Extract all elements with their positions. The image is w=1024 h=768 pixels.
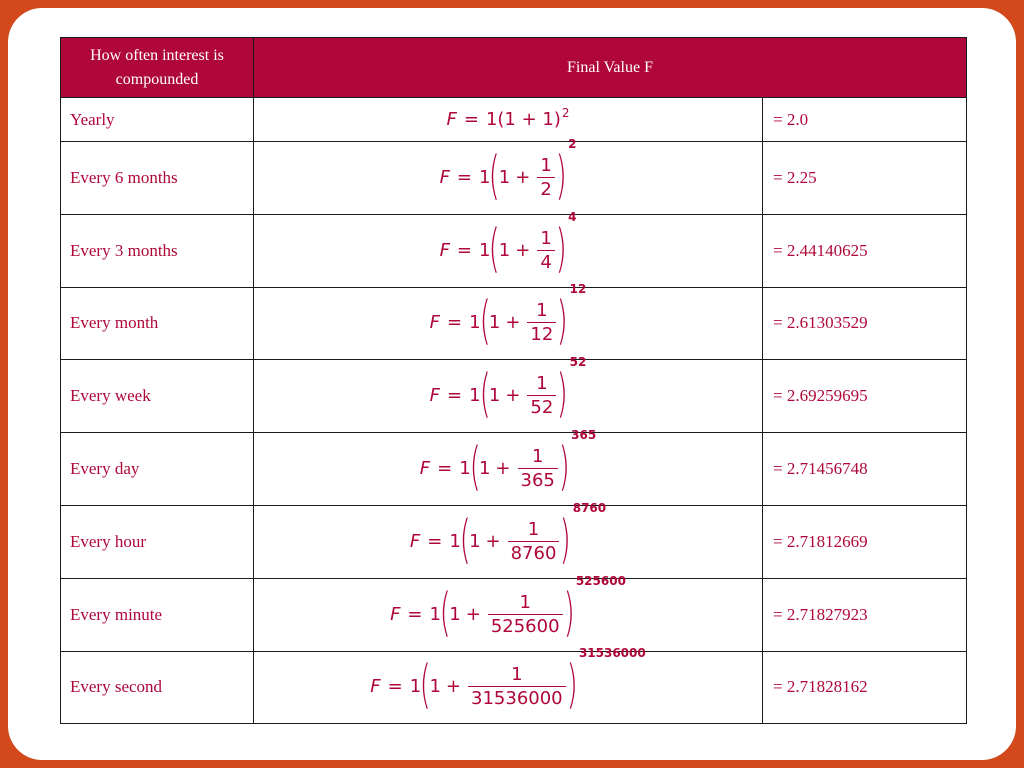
formula-plus: + [505, 312, 521, 334]
final-value: = 2.69259695 [763, 360, 967, 433]
formula-exponent: 365 [571, 428, 597, 443]
frequency-label: Every 6 months [61, 142, 254, 215]
formula-lhs: F [439, 166, 450, 188]
formula-equals: = [456, 239, 473, 261]
formula-exponent: 525600 [575, 573, 626, 588]
formula-plus: + [485, 530, 501, 552]
frequency-label: Every minute [61, 578, 254, 651]
fraction-numerator: 1 [536, 373, 548, 395]
right-paren: ) [563, 582, 575, 643]
formula [439, 209, 577, 279]
formula-one: 1 [429, 676, 441, 698]
final-value: = 2.61303529 [763, 287, 967, 360]
final-value: = 2.71456748 [763, 433, 967, 506]
fraction-denominator: 365 [518, 468, 558, 490]
table-row [61, 433, 967, 506]
fraction-denominator: 8760 [508, 541, 560, 563]
left-paren: ( [479, 364, 491, 425]
formula-coefficient: 1 [479, 239, 491, 261]
formula-equals: = [387, 676, 403, 698]
formula-equals: = [447, 312, 463, 334]
frequency-label: Every second [61, 651, 254, 724]
fraction-denominator: 12 [527, 322, 556, 344]
fraction [527, 302, 556, 344]
formula-one: 1 [469, 530, 481, 552]
formula-one: 1 [488, 385, 501, 407]
right-paren: ) [559, 509, 572, 570]
formula-coefficient: 1 [479, 166, 491, 188]
formula-cell [254, 355, 763, 433]
right-paren: ) [556, 364, 569, 425]
fraction-denominator: 31536000 [468, 686, 566, 708]
table-row [61, 505, 967, 578]
fraction [537, 227, 554, 273]
fraction [527, 375, 556, 417]
table-row [61, 578, 967, 651]
table-row [61, 651, 967, 724]
fraction-numerator: 1 [531, 446, 544, 468]
formula-one: 1 [498, 166, 511, 188]
formula-cell [254, 98, 763, 142]
formula-coefficient: 1 [409, 676, 422, 698]
formula [439, 136, 577, 206]
frequency-label: Yearly [61, 98, 254, 142]
final-value: = 2.71827923 [763, 578, 967, 651]
left-paren: ( [479, 291, 491, 352]
frequency-label: Every hour [61, 505, 254, 578]
final-value: = 2.44140625 [763, 214, 967, 287]
fraction-denominator: 52 [527, 395, 556, 417]
formula-coefficient: 1 [469, 385, 481, 407]
formula [370, 646, 646, 716]
header-final-value: Final Value F [254, 38, 967, 98]
final-value: = 2.0 [763, 98, 967, 142]
formula-body: 1(1 + 1) [485, 108, 561, 130]
fraction [468, 666, 566, 708]
right-paren: ) [556, 291, 569, 352]
formula-plus: + [505, 385, 521, 407]
frequency-label: Every 3 months [61, 214, 254, 287]
formula-cell [254, 573, 763, 651]
fraction-numerator: 1 [527, 518, 540, 540]
fraction-numerator: 1 [519, 591, 531, 613]
fraction-numerator: 1 [511, 664, 523, 686]
table-row [61, 287, 967, 360]
formula-lhs: F [390, 603, 401, 625]
table-row [61, 98, 967, 142]
formula-one: 1 [498, 239, 511, 261]
right-paren: ) [558, 437, 570, 498]
fraction [508, 518, 560, 564]
formula-equals: = [407, 603, 423, 625]
formula-plus: + [515, 166, 531, 188]
formula-lhs: F [446, 108, 457, 130]
formula-exponent: 31536000 [578, 646, 646, 661]
fraction-denominator: 525600 [488, 614, 563, 636]
formula [429, 282, 587, 352]
formula-cell [254, 646, 763, 724]
formula-coefficient: 1 [469, 312, 481, 334]
formula-cell [254, 428, 763, 506]
formula-lhs: F [409, 530, 421, 552]
formula-plus: + [495, 458, 511, 480]
final-value: = 2.71812669 [763, 505, 967, 578]
frequency-label: Every month [61, 287, 254, 360]
formula-plus: + [465, 603, 481, 625]
formula-cell [254, 136, 763, 215]
formula-coefficient: 1 [429, 603, 441, 625]
formula [419, 428, 597, 498]
formula-lhs: F [429, 312, 441, 334]
table-row [61, 360, 967, 433]
table-row [61, 142, 967, 215]
formula-lhs: F [370, 676, 381, 698]
formula-coefficient: 1 [449, 530, 461, 552]
left-paren: ( [419, 655, 431, 716]
table-header-row [61, 38, 967, 98]
frequency-label: Every week [61, 360, 254, 433]
formula-equals: = [437, 458, 453, 480]
formula-cell [254, 282, 763, 360]
formula-exponent: 4 [568, 209, 577, 224]
header-frequency: How often interest is compounded [61, 38, 254, 98]
formula-equals: = [447, 385, 463, 407]
fraction [488, 591, 563, 637]
right-paren: ) [555, 218, 567, 279]
formula [429, 355, 587, 425]
table-row [61, 214, 967, 287]
formula-one: 1 [449, 603, 461, 625]
left-paren: ( [489, 145, 501, 206]
final-value: = 2.71828162 [763, 651, 967, 724]
formula-equals: = [427, 530, 443, 552]
fraction-denominator: 4 [537, 250, 554, 272]
formula-one: 1 [488, 312, 501, 334]
fraction-numerator: 1 [540, 154, 552, 176]
formula-exponent: 2 [561, 105, 570, 120]
formula-lhs: F [419, 458, 431, 480]
fraction [518, 448, 558, 490]
formula-cell [254, 500, 763, 578]
left-paren: ( [469, 437, 481, 498]
left-paren: ( [459, 509, 471, 570]
slide [8, 8, 1016, 760]
formula [390, 573, 626, 643]
compound-interest-table [60, 37, 967, 724]
right-paren: ) [566, 655, 578, 716]
formula-exponent: 52 [569, 355, 587, 370]
formula-one: 1 [478, 458, 491, 480]
formula-exponent: 8760 [572, 500, 607, 515]
right-paren: ) [555, 145, 567, 206]
formula-lhs: F [439, 239, 450, 261]
formula-lhs: F [429, 385, 441, 407]
formula-equals: = [463, 108, 479, 130]
left-paren: ( [439, 582, 451, 643]
formula-cell [254, 209, 763, 287]
frequency-label: Every day [61, 433, 254, 506]
formula-coefficient: 1 [459, 458, 471, 480]
formula-equals: = [456, 166, 473, 188]
formula-plus: + [445, 676, 462, 698]
final-value: = 2.25 [763, 142, 967, 215]
formula [409, 500, 607, 570]
formula-exponent: 2 [568, 136, 577, 151]
fraction-numerator: 1 [540, 227, 552, 249]
formula-exponent: 12 [569, 282, 587, 297]
formula [446, 105, 570, 130]
fraction [537, 154, 554, 200]
formula-plus: + [515, 239, 531, 261]
fraction-numerator: 1 [536, 300, 548, 322]
left-paren: ( [489, 218, 501, 279]
fraction-denominator: 2 [537, 177, 554, 199]
